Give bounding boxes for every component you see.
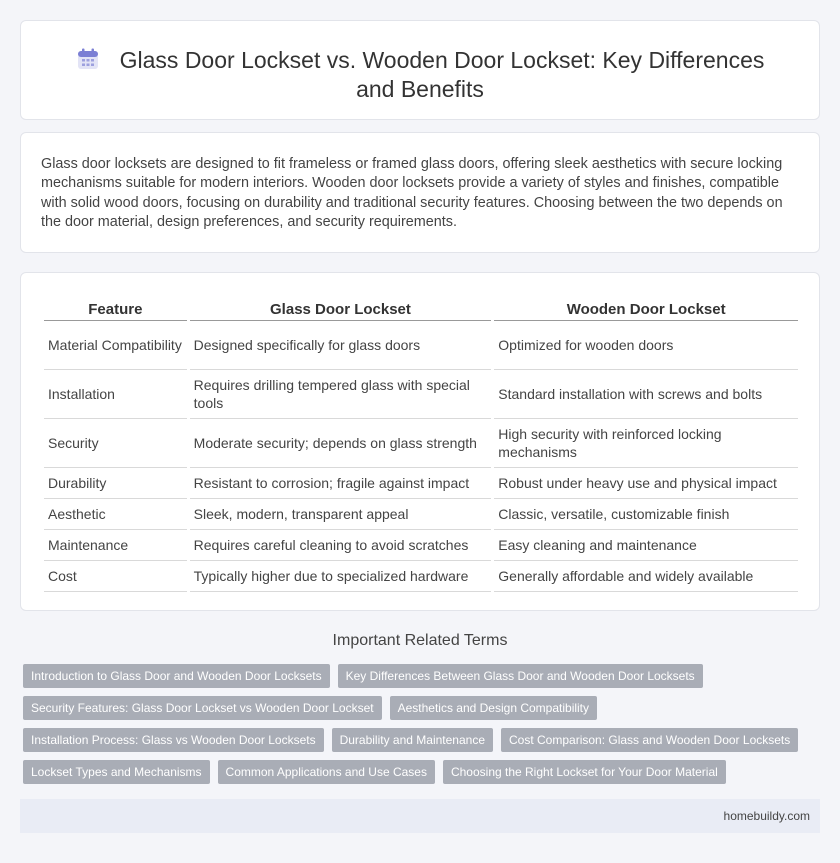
- related-term-tag[interactable]: Common Applications and Use Cases: [218, 760, 435, 784]
- glass-cell: Resistant to corrosion; fragile against impact: [190, 468, 492, 499]
- footer-site-link[interactable]: homebuildy.com: [723, 809, 810, 823]
- wooden-cell: High security with reinforced locking mechanisms: [494, 419, 798, 468]
- table-row: [44, 561, 798, 592]
- related-term-tag[interactable]: Choosing the Right Lockset for Your Door Material: [443, 760, 726, 784]
- table-row: [44, 321, 798, 370]
- table-row: [44, 530, 798, 561]
- wooden-cell: Classic, versatile, customizable finish: [494, 499, 798, 530]
- intro-card: [20, 132, 820, 253]
- header-wooden: Wooden Door Lockset: [494, 295, 798, 321]
- header-glass: Glass Door Lockset: [190, 295, 492, 321]
- glass-cell: Requires drilling tempered glass with special tools: [190, 370, 492, 419]
- glass-cell: Requires careful cleaning to avoid scratches: [190, 530, 492, 561]
- related-terms-heading: Important Related Terms: [332, 632, 508, 649]
- glass-cell: Typically higher due to specialized hardware: [190, 561, 492, 592]
- page-title-wrap: [61, 46, 779, 104]
- related-term-tag[interactable]: Durability and Maintenance: [332, 728, 493, 752]
- table-row: [44, 499, 798, 530]
- wooden-cell: Standard installation with screws and bolts: [494, 370, 798, 419]
- wooden-cell: Optimized for wooden doors: [494, 321, 798, 370]
- feature-cell: Material Compatibility: [44, 321, 187, 370]
- comparison-card: [20, 272, 820, 611]
- wooden-cell: Generally affordable and widely available: [494, 561, 798, 592]
- header-feature: Feature: [44, 295, 187, 321]
- related-term-tag[interactable]: Key Differences Between Glass Door and Wooden Door Locksets: [338, 664, 703, 688]
- table-header-row: [44, 295, 798, 321]
- wooden-cell: Robust under heavy use and physical impact: [494, 468, 798, 499]
- title-card: [20, 20, 820, 120]
- wooden-cell: Easy cleaning and maintenance: [494, 530, 798, 561]
- related-term-tag[interactable]: Introduction to Glass Door and Wooden Door Locksets: [23, 664, 330, 688]
- table-row: [44, 419, 798, 468]
- feature-cell: Durability: [44, 468, 187, 499]
- feature-cell: Cost: [44, 561, 187, 592]
- glass-cell: Sleek, modern, transparent appeal: [190, 499, 492, 530]
- feature-cell: Installation: [44, 370, 187, 419]
- page-title: Glass Door Lockset vs. Wooden Door Lockset: Key Differences and Benefits: [119, 47, 765, 102]
- related-term-tag[interactable]: Security Features: Glass Door Lockset vs Wooden Door Lockset: [23, 696, 382, 720]
- intro-paragraph: Glass door locksets are designed to fit frameless or framed glass doors, offering sleek aesthetics with secure locking mechanisms suitable for modern interiors. Wooden door locksets provide a variety of styles and finishes, compatible with solid wood doors, focusing on durability and traditional security features. Choosing between the two depends on the door material, design preferences, and security requirements.: [41, 156, 783, 230]
- calendar-icon: [76, 47, 100, 71]
- related-term-tag[interactable]: Lockset Types and Mechanisms: [23, 760, 210, 784]
- glass-cell: Moderate security; depends on glass strength: [190, 419, 492, 468]
- table-row: [44, 468, 798, 499]
- footer: [20, 799, 820, 833]
- related-term-tag[interactable]: Cost Comparison: Glass and Wooden Door Locksets: [501, 728, 798, 752]
- feature-cell: Aesthetic: [44, 499, 187, 530]
- related-term-tag[interactable]: Installation Process: Glass vs Wooden Door Locksets: [23, 728, 324, 752]
- feature-cell: Maintenance: [44, 530, 187, 561]
- related-terms-list: [23, 664, 823, 784]
- comparison-table: [41, 295, 801, 592]
- table-row: [44, 370, 798, 419]
- feature-cell: Security: [44, 419, 187, 468]
- glass-cell: Designed specifically for glass doors: [190, 321, 492, 370]
- related-term-tag[interactable]: Aesthetics and Design Compatibility: [390, 696, 597, 720]
